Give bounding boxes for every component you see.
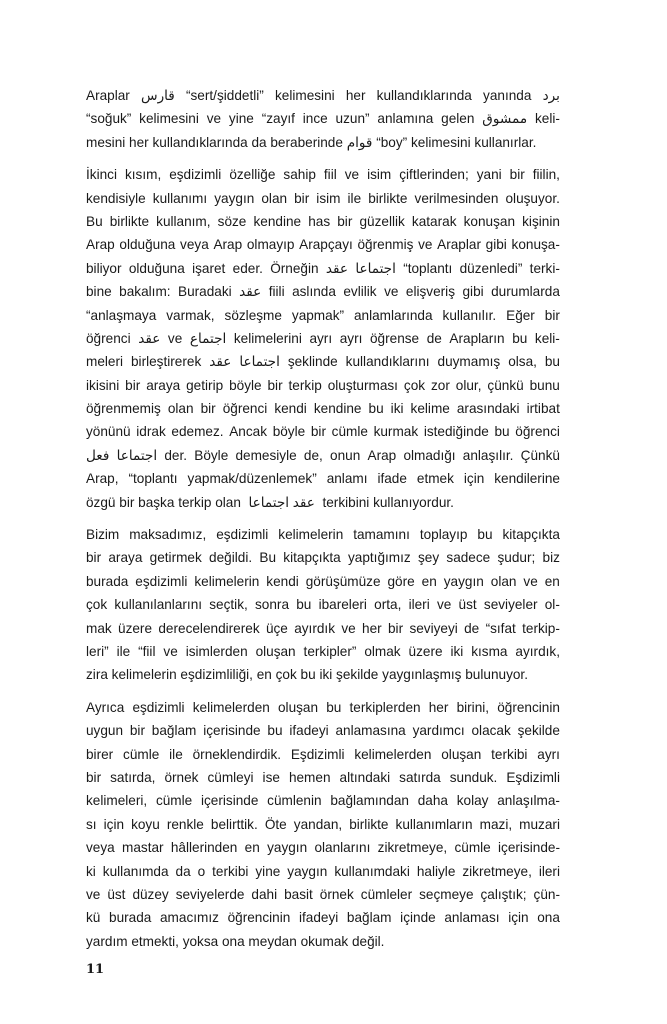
text-line: Arap, “toplantı yapmak/düzenlemek” anlamı ifade etmek için kendilerine [86,471,560,487]
body-text [86,84,560,953]
text-line: yönünü idrak edemez. Ancak böyle bir cümle kurmak istediğinde bu öğrenci [86,424,560,440]
text-line: İkinci kısım, eşdizimli özelliğe sahip fiil ve isim çiftlerinden; yani bir fiilin, [86,167,560,183]
text-line: yardım etmekti, yoksa ona meydan okumak değil. [86,933,385,949]
text-line: biliyor olduğuna işaret eder. Örneğin عقد اجتماعا “toplantı düzenledi” terki- [86,260,560,276]
text-line: özgü bir başka terkip olan عقد اجتماعا terkibini kullanıyordur. [86,494,454,510]
paragraph [86,163,560,514]
text-line: ki kullanımda da o terkibi yine yaygın kullanımdaki haliyle zikretmeye, ileri [86,863,560,879]
paragraph [86,523,560,687]
text-line: mak üzere derecelendirerek üçe ayırdık ve her bir seviyeyi de “sıfat terkip- [86,620,560,636]
text-line: mesini her kullandıklarında da beraberinde قوام “boy” kelimesini kullanırlar. [86,134,537,150]
text-line: zira kelimelerin eşdizimliliği, en çok bu iki şekilde yaygınlaşmış bulunuyor. [86,667,528,683]
text-line: burada eşdizimli kelimelerin kendi görüşümüze göre en yaygın olan ve en [86,573,560,589]
text-line: Araplar قارس “sert/şiddetli” kelimesini her kullandıklarında yanında برد [86,88,560,103]
text-line: sı için koyu renkle belirttik. Öte yandan, birlikte kullanımların mazi, muzari [86,816,560,832]
text-line: فعل اجتماعا der. Böyle demesiyle de, onun Arap olmadığı anlaşılır. Çünkü [86,447,560,463]
text-line: bir satırda, örnek cümleyi ise hemen altındaki satırda sunduk. Eşdizimli [86,769,560,785]
text-line: meleri birleştirerek عقد اجتماعا şeklinde kullandıklarını duymamış olsa, bu [86,354,560,370]
text-line: öğrenmemiş olan bir öğrenci kendi kendine bu iki kelime arasındaki irtibat [86,401,560,417]
text-line: ikisini bir araya getirip böyle bir terkip oluşturması çok zor olur, çünkü bunu [86,377,560,393]
paragraph [86,84,560,154]
text-line: Ayrıca eşdizimli kelimelerden oluşan bu terkiplerden her birini, öğrencinin [86,699,560,715]
text-line: bine bakalım: Buradaki عقد fiili aslında evlilik ve elişveriş gibi durumlarda [86,284,560,300]
page-number: 11 [86,962,105,977]
text-line: Bizim maksadımız, eşdizimli kelimelerin tamamını toplayıp bu kitapçıkta [86,527,560,543]
text-line: öğrenci عقد ve اجتماع kelimelerini ayrı ayrı öğrense de Arapların bu keli- [86,330,560,346]
text-line: birer cümle ile örneklendirdik. Eşdizimli kelimelerden oluşan terkibi ayrı [86,746,560,762]
text-line: Arap olduğuna veya Arap olmayıp Arapçayı öğrenmiş ve Araplar gibi konuşa- [86,237,560,253]
text-line: bir araya getirmek değildi. Bu kitapçıkta yaptığımız şey sadece şudur; biz [86,550,560,566]
text-line: ve üst düzey seviyelerde dahi basit örnek cümleler seçmeye çalıştık; çün- [86,886,560,902]
text-line: kendisiyle kullanımı yaygın olan bir isim ile birlikte verilmesinden oluşuyor. [86,190,560,206]
text-line: çok kullanılanlarını seçtik, sonra bu ibareleri orta, ileri ve üst seviyeler ol- [86,597,560,613]
text-line: Bu birlikte kullanım, söze kendine has bir güzellik katarak konuşan kişinin [86,213,560,229]
text-line: “anlaşmaya varmak, sözleşme yapmak” anlamlarında kullanılır. Eğer bir [86,307,560,323]
paragraph [86,696,560,953]
text-line: veya mastar hâllerinden en yaygın olanlarını zikretmeye, cümle içerisinde- [86,840,560,856]
text-line: leri” ile “fiil ve isimlerden oluşan terkipler” olmak üzere iki kısma ayırdık, [86,643,560,659]
text-line: kü burada amacımız öğrencinin ifadeyi bağlam içinde anlaması için ona [86,910,560,926]
text-line: uygun bir bağlam içerisinde bu ifadeyi anlamasına yardımcı olacak şekilde [86,723,560,739]
text-line: kelimeleri, cümle içerisinde cümlenin bağlamından daha kolay anlaşılma- [86,793,560,809]
text-line: “soğuk” kelimesini ve yine “zayıf ince uzun” anlamına gelen ممشوق keli- [86,111,560,127]
